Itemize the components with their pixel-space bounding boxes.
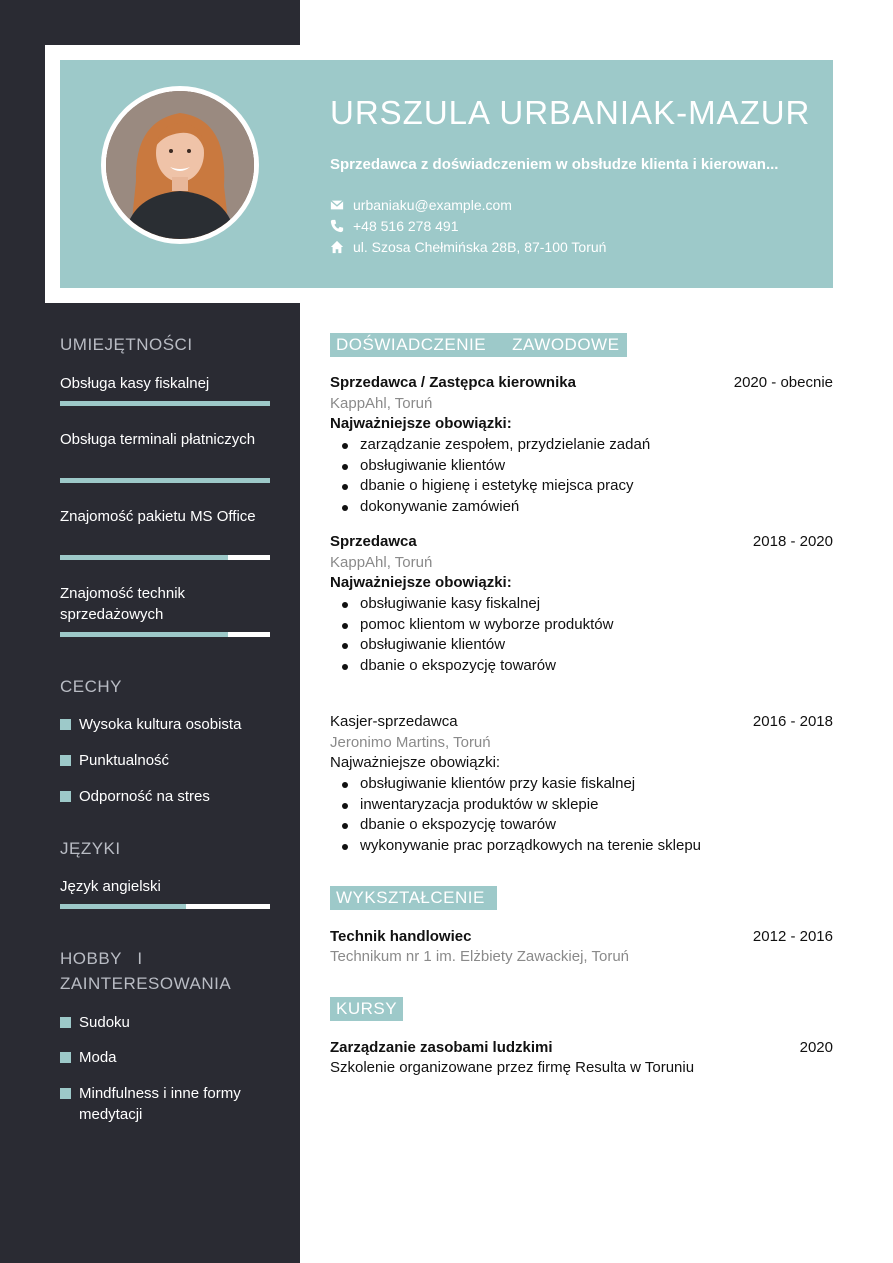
job-title: Sprzedawca / Zastępca kierownika <box>330 374 576 391</box>
envelope-icon <box>330 198 344 212</box>
skill-label: Obsługa terminali płatniczych <box>60 431 256 448</box>
hobbies-heading-line1: HOBBY I <box>60 949 143 968</box>
duties-heading: Najważniejsze obowiązki: <box>330 574 512 591</box>
list-item: pomoc klientom w wyborze produktów <box>330 615 613 636</box>
square-bullet-icon <box>60 755 71 766</box>
trait-text: Wysoka kultura osobista <box>79 716 242 733</box>
hobby-item <box>60 1012 280 1033</box>
skills-heading: UMIEJĘTNOŚCI <box>60 335 193 354</box>
education-heading: WYKSZTAŁCENIE <box>330 886 497 910</box>
avatar <box>106 91 254 239</box>
hobby-text: Moda <box>79 1049 117 1066</box>
duties-heading: Najważniejsze obowiązki: <box>330 415 512 432</box>
square-bullet-icon <box>60 1017 71 1028</box>
job-org: KappAhl, Toruń <box>330 554 433 571</box>
courses-heading: KURSY <box>330 997 403 1021</box>
trait-item <box>60 750 280 771</box>
duties-list <box>330 594 613 676</box>
hobby-text: Mindfulness i inne formy medytacji <box>79 1085 241 1123</box>
duties-list <box>330 774 701 856</box>
square-bullet-icon <box>60 719 71 730</box>
job-org: Jeronimo Martins, Toruń <box>330 734 491 751</box>
education-title: Technik handlowiec <box>330 928 472 945</box>
candidate-headline: Sprzedawca z doświadczeniem w obsłudze klienta i kierowan... <box>330 156 779 173</box>
home-icon <box>330 240 344 254</box>
list-item: zarządzanie zespołem, przydzielanie zadań <box>330 435 650 456</box>
education-org: Technikum nr 1 im. Elżbiety Zawackiej, Toruń <box>330 948 630 965</box>
job-title: Sprzedawca <box>330 533 417 550</box>
job-title: Kasjer-sprzedawca <box>330 713 458 730</box>
hobby-item <box>60 1047 280 1068</box>
avatar-portrait <box>106 91 254 239</box>
skill-bar-fill <box>60 401 270 406</box>
job-dates: 2018 - 2020 <box>752 533 833 550</box>
list-item: dbanie o ekspozycję towarów <box>330 815 701 836</box>
job-dates: 2016 - 2018 <box>752 713 833 730</box>
square-bullet-icon <box>60 1052 71 1063</box>
language-bar-fill <box>60 904 186 909</box>
skill-bar <box>60 555 270 560</box>
list-item: dbanie o ekspozycję towarów <box>330 656 613 677</box>
duties-heading: Najważniejsze obowiązki: <box>330 754 501 771</box>
phone-icon <box>330 219 344 233</box>
list-item: dbanie o higienę i estetykę miejsca pracy <box>330 476 650 497</box>
skill-label: Obsługa kasy fiskalnej <box>60 375 210 392</box>
hobbies-heading-line2: ZAINTERESOWANIA <box>60 974 232 993</box>
duties-list <box>330 435 650 517</box>
trait-text: Odporność na stres <box>79 788 210 805</box>
course-description: Szkolenie organizowane przez firmę Resulta w Toruniu <box>330 1059 695 1076</box>
course-dates: 2020 <box>799 1039 833 1056</box>
phone-text: +48 516 278 491 <box>353 218 459 234</box>
list-item: obsługiwanie kasy fiskalnej <box>330 594 613 615</box>
trait-text: Punktualność <box>79 752 170 769</box>
address-text: ul. Szosa Chełmińska 28B, 87-100 Toruń <box>353 239 607 255</box>
job-dates: 2020 - obecnie <box>733 374 833 391</box>
hobby-item <box>60 1083 280 1125</box>
course-title: Zarządzanie zasobami ludzkimi <box>330 1039 553 1056</box>
contact-phone <box>330 218 459 234</box>
trait-item <box>60 714 280 735</box>
job-org: KappAhl, Toruń <box>330 395 433 412</box>
skill-bar-fill <box>60 478 270 483</box>
hobby-text: Sudoku <box>79 1014 130 1031</box>
experience-heading: DOŚWIADCZENIE ZAWODOWE <box>330 333 627 357</box>
candidate-name: URSZULA URBANIAK-MAZUR <box>330 94 811 131</box>
list-item: wykonywanie prac porządkowych na terenie sklepu <box>330 836 701 857</box>
contact-address <box>330 239 606 255</box>
trait-item <box>60 786 280 807</box>
list-item: dokonywanie zamówień <box>330 497 650 518</box>
email-text: urbaniaku@example.com <box>353 197 512 213</box>
languages-heading: JĘZYKI <box>60 839 121 858</box>
list-item: inwentaryzacja produktów w sklepie <box>330 795 701 816</box>
list-item: obsługiwanie klientów <box>330 456 650 477</box>
traits-heading: CECHY <box>60 677 123 696</box>
language-bar <box>60 904 270 909</box>
skill-label: Znajomość technik sprzedażowych <box>60 585 186 623</box>
language-label: Język angielski <box>60 878 161 895</box>
skill-bar <box>60 478 270 483</box>
skill-bar <box>60 401 270 406</box>
skill-bar <box>60 632 270 637</box>
square-bullet-icon <box>60 1088 71 1099</box>
skill-bar-fill <box>60 555 228 560</box>
contact-email <box>330 197 512 213</box>
skill-bar-fill <box>60 632 228 637</box>
skill-label: Znajomość pakietu MS Office <box>60 508 256 525</box>
square-bullet-icon <box>60 791 71 802</box>
list-item: obsługiwanie klientów przy kasie fiskalnej <box>330 774 701 795</box>
education-dates: 2012 - 2016 <box>752 928 833 945</box>
list-item: obsługiwanie klientów <box>330 635 613 656</box>
